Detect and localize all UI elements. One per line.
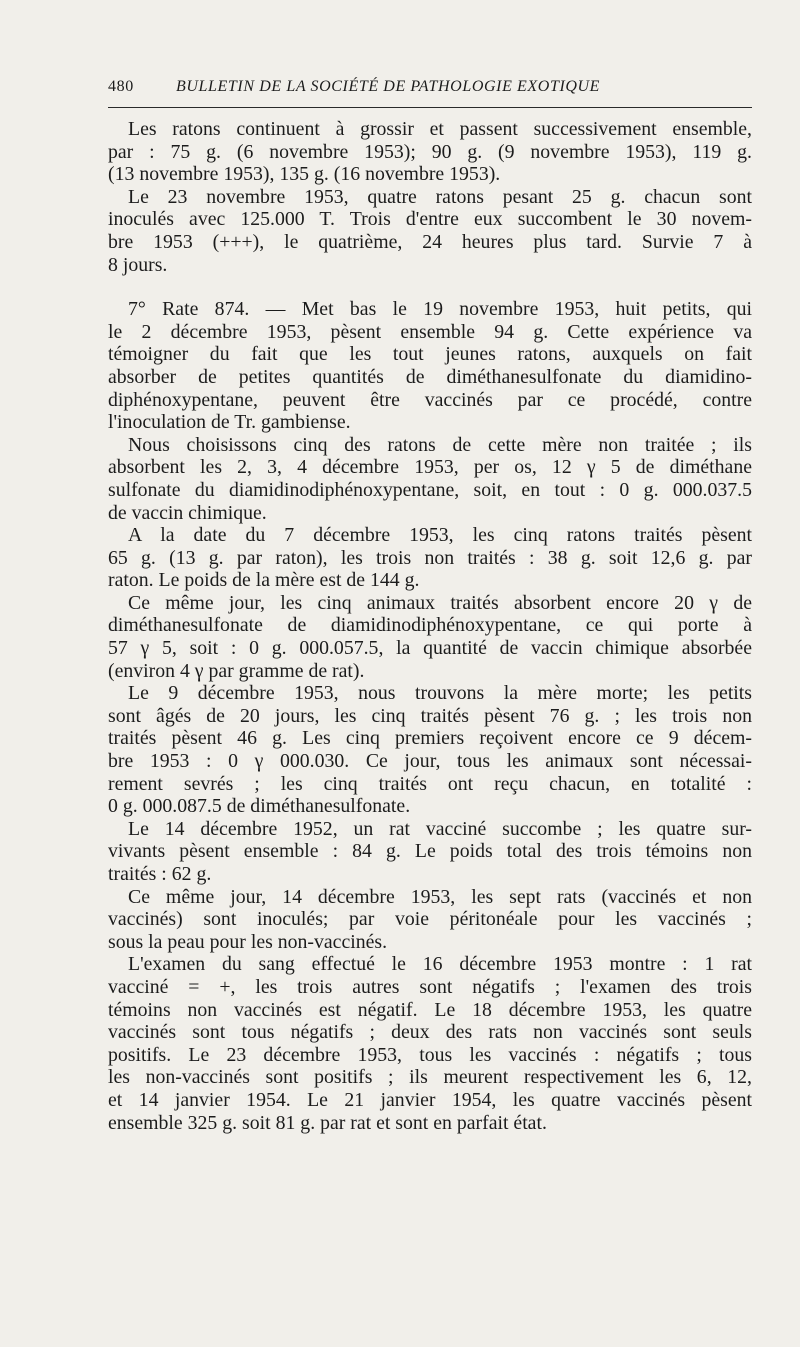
paragraph — [108, 818, 752, 886]
text-line: ensemble 325 g. soit 81 g. par rat et sont en parfait état. — [108, 1111, 547, 1134]
text-line: absorber de petites quantités de diméthanesulfonate du diamidino- — [108, 365, 752, 388]
text-line: l'inoculation de Tr. gambiense. — [108, 411, 351, 434]
page-number: 480 — [108, 78, 134, 95]
paragraph — [108, 953, 752, 1134]
text-line: vacciné = +, les trois autres sont négatifs ; l'examen des trois — [108, 975, 752, 998]
text-line: rement sevrés ; les cinq traités ont reçu chacun, en totalité : — [108, 772, 752, 795]
text-line: diphénoxypentane, peuvent être vaccinés par ce procédé, contre — [108, 388, 752, 411]
text-line: positifs. Le 23 décembre 1953, tous les vaccinés : négatifs ; tous — [108, 1043, 752, 1066]
text-line: 57 γ 5, soit : 0 g. 000.057.5, la quantité de vaccin chimique absorbée — [108, 637, 752, 660]
paragraph — [108, 682, 752, 818]
text-line: témoins non vaccinés est négatif. Le 18 décembre 1953, les quatre — [108, 998, 752, 1021]
paragraph — [108, 886, 752, 954]
text-line: bre 1953 (+++), le quatrième, 24 heures plus tard. Survie 7 à — [108, 230, 752, 253]
text-line: inoculés avec 125.000 T. Trois d'entre eux succombent le 30 novem- — [108, 208, 752, 231]
text-line: sulfonate du diamidinodiphénoxypentane, soit, en tout : 0 g. 000.037.5 — [108, 478, 752, 501]
text-line: L'examen du sang effectué le 16 décembre 1953 montre : 1 rat — [128, 953, 752, 976]
text-line: sont âgés de 20 jours, les cinq traités pèsent 76 g. ; les trois non — [108, 704, 752, 727]
text-line: (13 novembre 1953), 135 g. (16 novembre 1953). — [108, 163, 501, 186]
text-line: Les ratons continuent à grossir et passent successivement ensemble, — [128, 118, 752, 140]
text-line: raton. Le poids de la mère est de 144 g. — [108, 569, 420, 592]
text-line: vaccinés sont tous négatifs ; deux des rats non vaccinés sont seuls — [108, 1021, 752, 1044]
text-line: absorbent les 2, 3, 4 décembre 1953, per os, 12 γ 5 de diméthane — [108, 456, 752, 479]
text-line: 0 g. 000.087.5 de diméthanesulfonate. — [108, 795, 411, 818]
text-line: les non-vaccinés sont positifs ; ils meurent respectivement les 6, 12, — [108, 1066, 752, 1089]
text-line: Nous choisissons cinq des ratons de cette mère non traitée ; ils — [128, 433, 752, 456]
text-line: 7° Rate 874. — Met bas le 19 novembre 1953, huit petits, qui — [128, 298, 752, 321]
text-line: par : 75 g. (6 novembre 1953); 90 g. (9 novembre 1953), 119 g. — [108, 140, 752, 163]
text-line: traités : 62 g. — [108, 863, 212, 885]
text-line: Le 14 décembre 1952, un rat vacciné succombe ; les quatre sur- — [128, 817, 752, 840]
text-line: 65 g. (13 g. par raton), les trois non traités : 38 g. soit 12,6 g. par — [108, 546, 752, 569]
paragraph — [108, 592, 752, 682]
text-line: (environ 4 γ par gramme de rat). — [108, 659, 365, 682]
paragraph — [108, 118, 752, 186]
text-line: vaccinés) sont inoculés; par voie péritonéale pour les vaccinés ; — [108, 908, 752, 931]
paragraph — [108, 524, 752, 592]
text-line: Ce même jour, les cinq animaux traités absorbent encore 20 γ de — [128, 591, 752, 614]
text-line: Ce même jour, 14 décembre 1953, les sept rats (vaccinés et non — [128, 885, 752, 908]
paragraph — [108, 186, 752, 276]
text-line: diméthanesulfonate de diamidinodiphénoxypentane, ce qui porte à — [108, 614, 752, 637]
text-line: Le 9 décembre 1953, nous trouvons la mère morte; les petits — [128, 682, 752, 705]
journal-page — [108, 0, 752, 1347]
text-line: sous la peau pour les non-vaccinés. — [108, 930, 388, 953]
text-line: témoigner du fait que les tout jeunes ratons, auxquels on fait — [108, 343, 752, 366]
text-line: le 2 décembre 1953, pèsent ensemble 94 g. Cette expérience va — [108, 320, 752, 343]
text-line: A la date du 7 décembre 1953, les cinq ratons traités pèsent — [128, 524, 752, 547]
text-line: de vaccin chimique. — [108, 501, 267, 524]
paragraph — [108, 434, 752, 524]
text-line: traités pèsent 46 g. Les cinq premiers reçoivent encore ce 9 décem- — [108, 727, 752, 750]
article-body — [108, 118, 752, 1134]
header-rule — [108, 107, 752, 108]
running-header — [108, 78, 752, 102]
text-line: 8 jours. — [108, 253, 168, 276]
text-line: Le 23 novembre 1953, quatre ratons pesant 25 g. chacun sont — [128, 185, 752, 208]
text-line: et 14 janvier 1954. Le 21 janvier 1954, les quatre vaccinés pèsent — [108, 1088, 752, 1111]
text-line: vivants pèsent ensemble : 84 g. Le poids total des trois témoins non — [108, 840, 752, 863]
journal-title: BULLETIN DE LA SOCIÉTÉ DE PATHOLOGIE EXOTIQUE — [176, 78, 601, 95]
text-line: bre 1953 : 0 γ 000.030. Ce jour, tous les animaux sont nécessai- — [108, 750, 752, 773]
paragraph — [108, 298, 752, 434]
